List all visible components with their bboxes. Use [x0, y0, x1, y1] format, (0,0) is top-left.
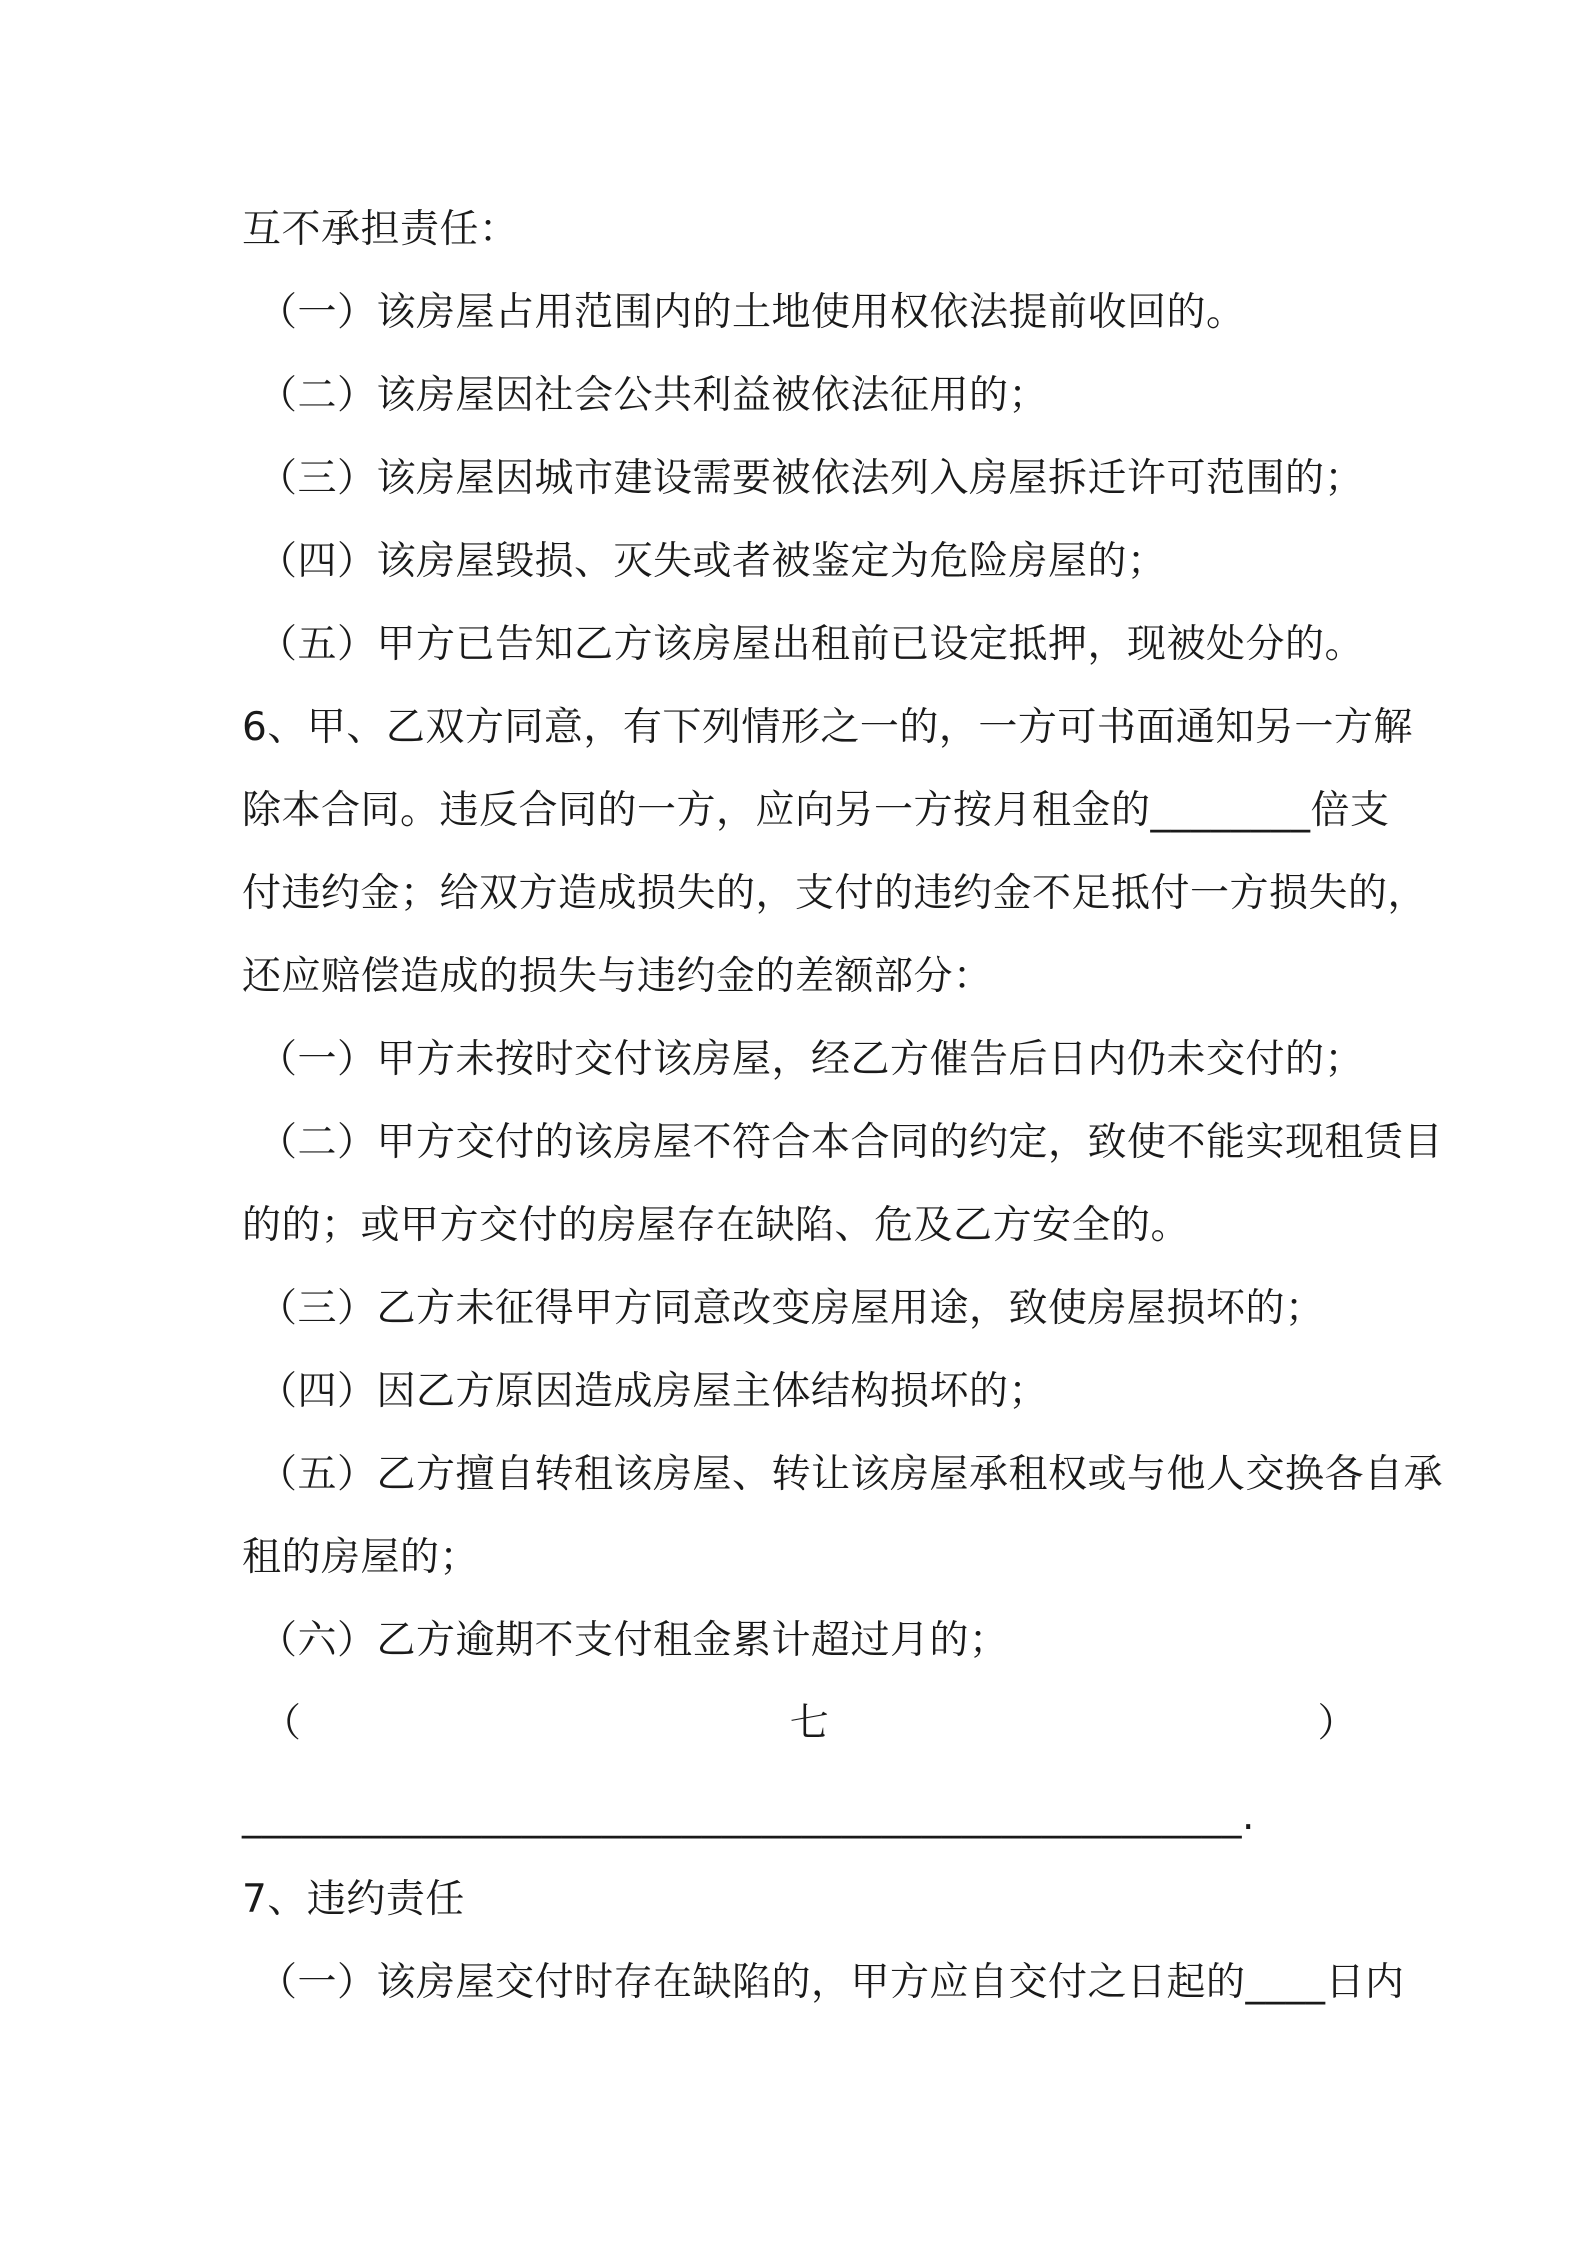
blank-fill-line: __________________________________________________.	[242, 1794, 1255, 1839]
text-line-10: 还应赔偿造成的损失与违约金的差额部分：	[242, 954, 993, 999]
text-line-17: 租的房屋的；	[242, 1535, 480, 1580]
text-line-8: 除本合同。违反合同的一方，应向另一方按月租金的________倍支	[242, 788, 1390, 833]
text-line-9: 付违约金；给双方造成损失的，支付的违约金不足抵付一方损失的，	[242, 871, 1428, 916]
text-line-3: （二）该房屋因社会公共利益被依法征用的；	[258, 373, 1049, 418]
item-seven-close-paren: ）	[1317, 1701, 1357, 1746]
text-line-5: （四）该房屋毁损、灭失或者被鉴定为危险房屋的；	[258, 539, 1167, 584]
text-line-2: （一）该房屋占用范围内的土地使用权依法提前收回的。	[258, 290, 1246, 335]
text-line-18: （六）乙方逾期不支付租金累计超过月的；	[258, 1618, 1009, 1663]
item-seven-open-paren: （	[262, 1701, 302, 1746]
text-line-4: （三）该房屋因城市建设需要被依法列入房屋拆迁许可范围的；	[258, 456, 1365, 501]
text-line-11: （一）甲方未按时交付该房屋，经乙方催告后日内仍未交付的；	[258, 1037, 1365, 1082]
item-seven-line	[262, 1699, 1357, 1749]
text-line-16: （五）乙方擅自转租该房屋、转让该房屋承租权或与他人交换各自承	[258, 1452, 1444, 1497]
section-7-title: 7、违约责任	[242, 1877, 465, 1922]
text-line-7: 6、甲、乙双方同意，有下列情形之一的，一方可书面通知另一方解	[242, 705, 1413, 750]
text-line-14: （三）乙方未征得甲方同意改变房屋用途，致使房屋损坏的；	[258, 1286, 1325, 1331]
text-line-15: （四）因乙方原因造成房屋主体结构损坏的；	[258, 1369, 1049, 1414]
text-line-13: 的的；或甲方交付的房屋存在缺陷、危及乙方安全的。	[242, 1203, 1191, 1248]
item-seven-label: 七	[789, 1701, 830, 1746]
text-line-12: （二）甲方交付的该房屋不符合本合同的约定，致使不能实现租赁目	[258, 1120, 1444, 1165]
section-7-item-1: （一）该房屋交付时存在缺陷的，甲方应自交付之日起的____日内	[258, 1960, 1405, 2005]
text-line-6: （五）甲方已告知乙方该房屋出租前已设定抵押，现被处分的。	[258, 622, 1365, 667]
text-line-1: 互不承担责任：	[242, 207, 519, 252]
